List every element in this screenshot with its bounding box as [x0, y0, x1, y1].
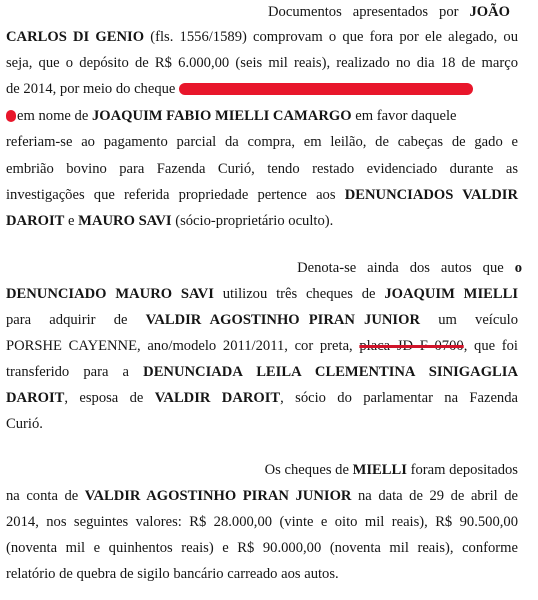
p2-l3-text: para adquirir de [6, 312, 146, 328]
p1-l9-name: DAROIT [6, 213, 65, 229]
p2-l5-text: transferido para a [6, 364, 144, 380]
p1-l9-name-2: MAURO SAVI [78, 213, 172, 229]
p2-l5-name: DENUNCIADA LEILA CLEMENTINA SINIGAGLIA [143, 364, 518, 380]
p1-l2-text: (fls. 1556/1589) comprovam o que fora por ele alegado, ou [144, 29, 518, 45]
p2-l2-name: DENUNCIADO MAURO SAVI [6, 286, 214, 302]
p1-l7-text: embrião bovino para Fazenda Curió, tendo restado evidenciado durante as [6, 161, 518, 177]
p3-l2-name: VALDIR AGOSTINHO PIRAN JUNIOR [84, 488, 352, 504]
p1-l2-name: CARLOS DI GENIO [6, 29, 145, 45]
p3-l2-text-2: na data de 29 de abril de [351, 488, 518, 504]
p3-line-5 [6, 562, 518, 586]
p2-l2-name-2: JOAQUIM MIELLI [384, 286, 519, 302]
p3-line-4 [6, 536, 518, 560]
p1-l9-text-2: (sócio-proprietário oculto). [171, 213, 334, 229]
p1-line-5 [6, 104, 518, 128]
p1-l1-name: JOÃO [469, 4, 510, 20]
redaction-mark [179, 83, 473, 95]
p3-line-3 [6, 510, 518, 534]
p3-l1-text-2: foram depositados [406, 462, 518, 478]
p2-line-6 [6, 386, 518, 410]
p2-l4-redacted-plate: placa JD F 0700 [359, 338, 464, 354]
p2-l4-text: PORSHE CAYENNE, ano/modelo 2011/2011, cor preta, [6, 338, 360, 354]
p1-l4-text: de 2014, por meio do cheque [6, 81, 180, 97]
p3-l4-text: (noventa mil e quinhentos reais) e R$ 90.000,00 (noventa mil reais), conforme [6, 540, 518, 556]
p2-l6-name-2: VALDIR DAROIT [154, 390, 281, 406]
p1-line-2 [6, 25, 518, 49]
p1-line-9 [6, 209, 518, 233]
p2-line-1 [6, 256, 522, 280]
p1-line-6 [6, 130, 518, 154]
p1-l3-text: seja, que o depósito de R$ 6.000,00 (seis mil reais), realizado no dia 18 de março [6, 55, 518, 71]
p1-l5-text: em nome de [17, 108, 92, 124]
p1-l6-text: referiam-se ao pagamento parcial da compra, em leilão, de cabeças de gado e [6, 134, 518, 150]
p2-l1-word: o [514, 260, 522, 276]
p1-l5-text-2: em favor daquele [351, 108, 457, 124]
p3-l5-text: relatório de quebra de sigilo bancário carreado aos autos. [6, 566, 339, 582]
p2-line-2 [6, 282, 518, 306]
p2-l3-name: VALDIR AGOSTINHO PIRAN JUNIOR [145, 312, 420, 328]
p2-l6-text-2: , sócio do parlamentar na Fazenda [280, 390, 519, 406]
p1-line-8 [6, 183, 518, 207]
p2-l3-text-2: um veículo [420, 312, 518, 328]
p1-l8-name: DENUNCIADOS VALDIR [344, 187, 518, 203]
p3-l2-text: na conta de [6, 488, 85, 504]
p2-line-4 [6, 334, 518, 358]
p3-l1-text: Os cheques de [264, 462, 353, 478]
p1-line-4 [6, 77, 518, 101]
p2-l7-text: Curió. [6, 416, 43, 432]
p2-l1-text: Denota-se ainda dos autos que [297, 260, 515, 276]
p2-line-3 [6, 308, 518, 332]
p1-l5-name: JOAQUIM FABIO MIELLI CAMARGO [91, 108, 352, 124]
p2-l6-text: , esposa de [64, 390, 155, 406]
p3-line-1 [6, 458, 518, 482]
p3-line-2 [6, 484, 518, 508]
p3-l3-text: 2014, nos seguintes valores: R$ 28.000,00 (vinte e oito mil reais), R$ 90.500,00 [6, 514, 518, 530]
p1-line-1 [6, 0, 510, 24]
p2-l4-text-2: , que foi [463, 338, 518, 354]
redaction-mark [6, 110, 16, 122]
p1-l9-text: e [64, 213, 79, 229]
p1-line-3 [6, 51, 518, 75]
p1-l1-text: Documentos apresentados por [268, 4, 470, 20]
p1-l8-text: investigações que referida propriedade pertence aos [6, 187, 345, 203]
p1-line-7 [6, 157, 518, 181]
p2-l2-text: utilizou três cheques de [213, 286, 385, 302]
p2-line-7 [6, 412, 518, 436]
p2-line-5 [6, 360, 518, 384]
p3-l1-name: MIELLI [352, 462, 407, 478]
p2-l6-name: DAROIT [6, 390, 65, 406]
